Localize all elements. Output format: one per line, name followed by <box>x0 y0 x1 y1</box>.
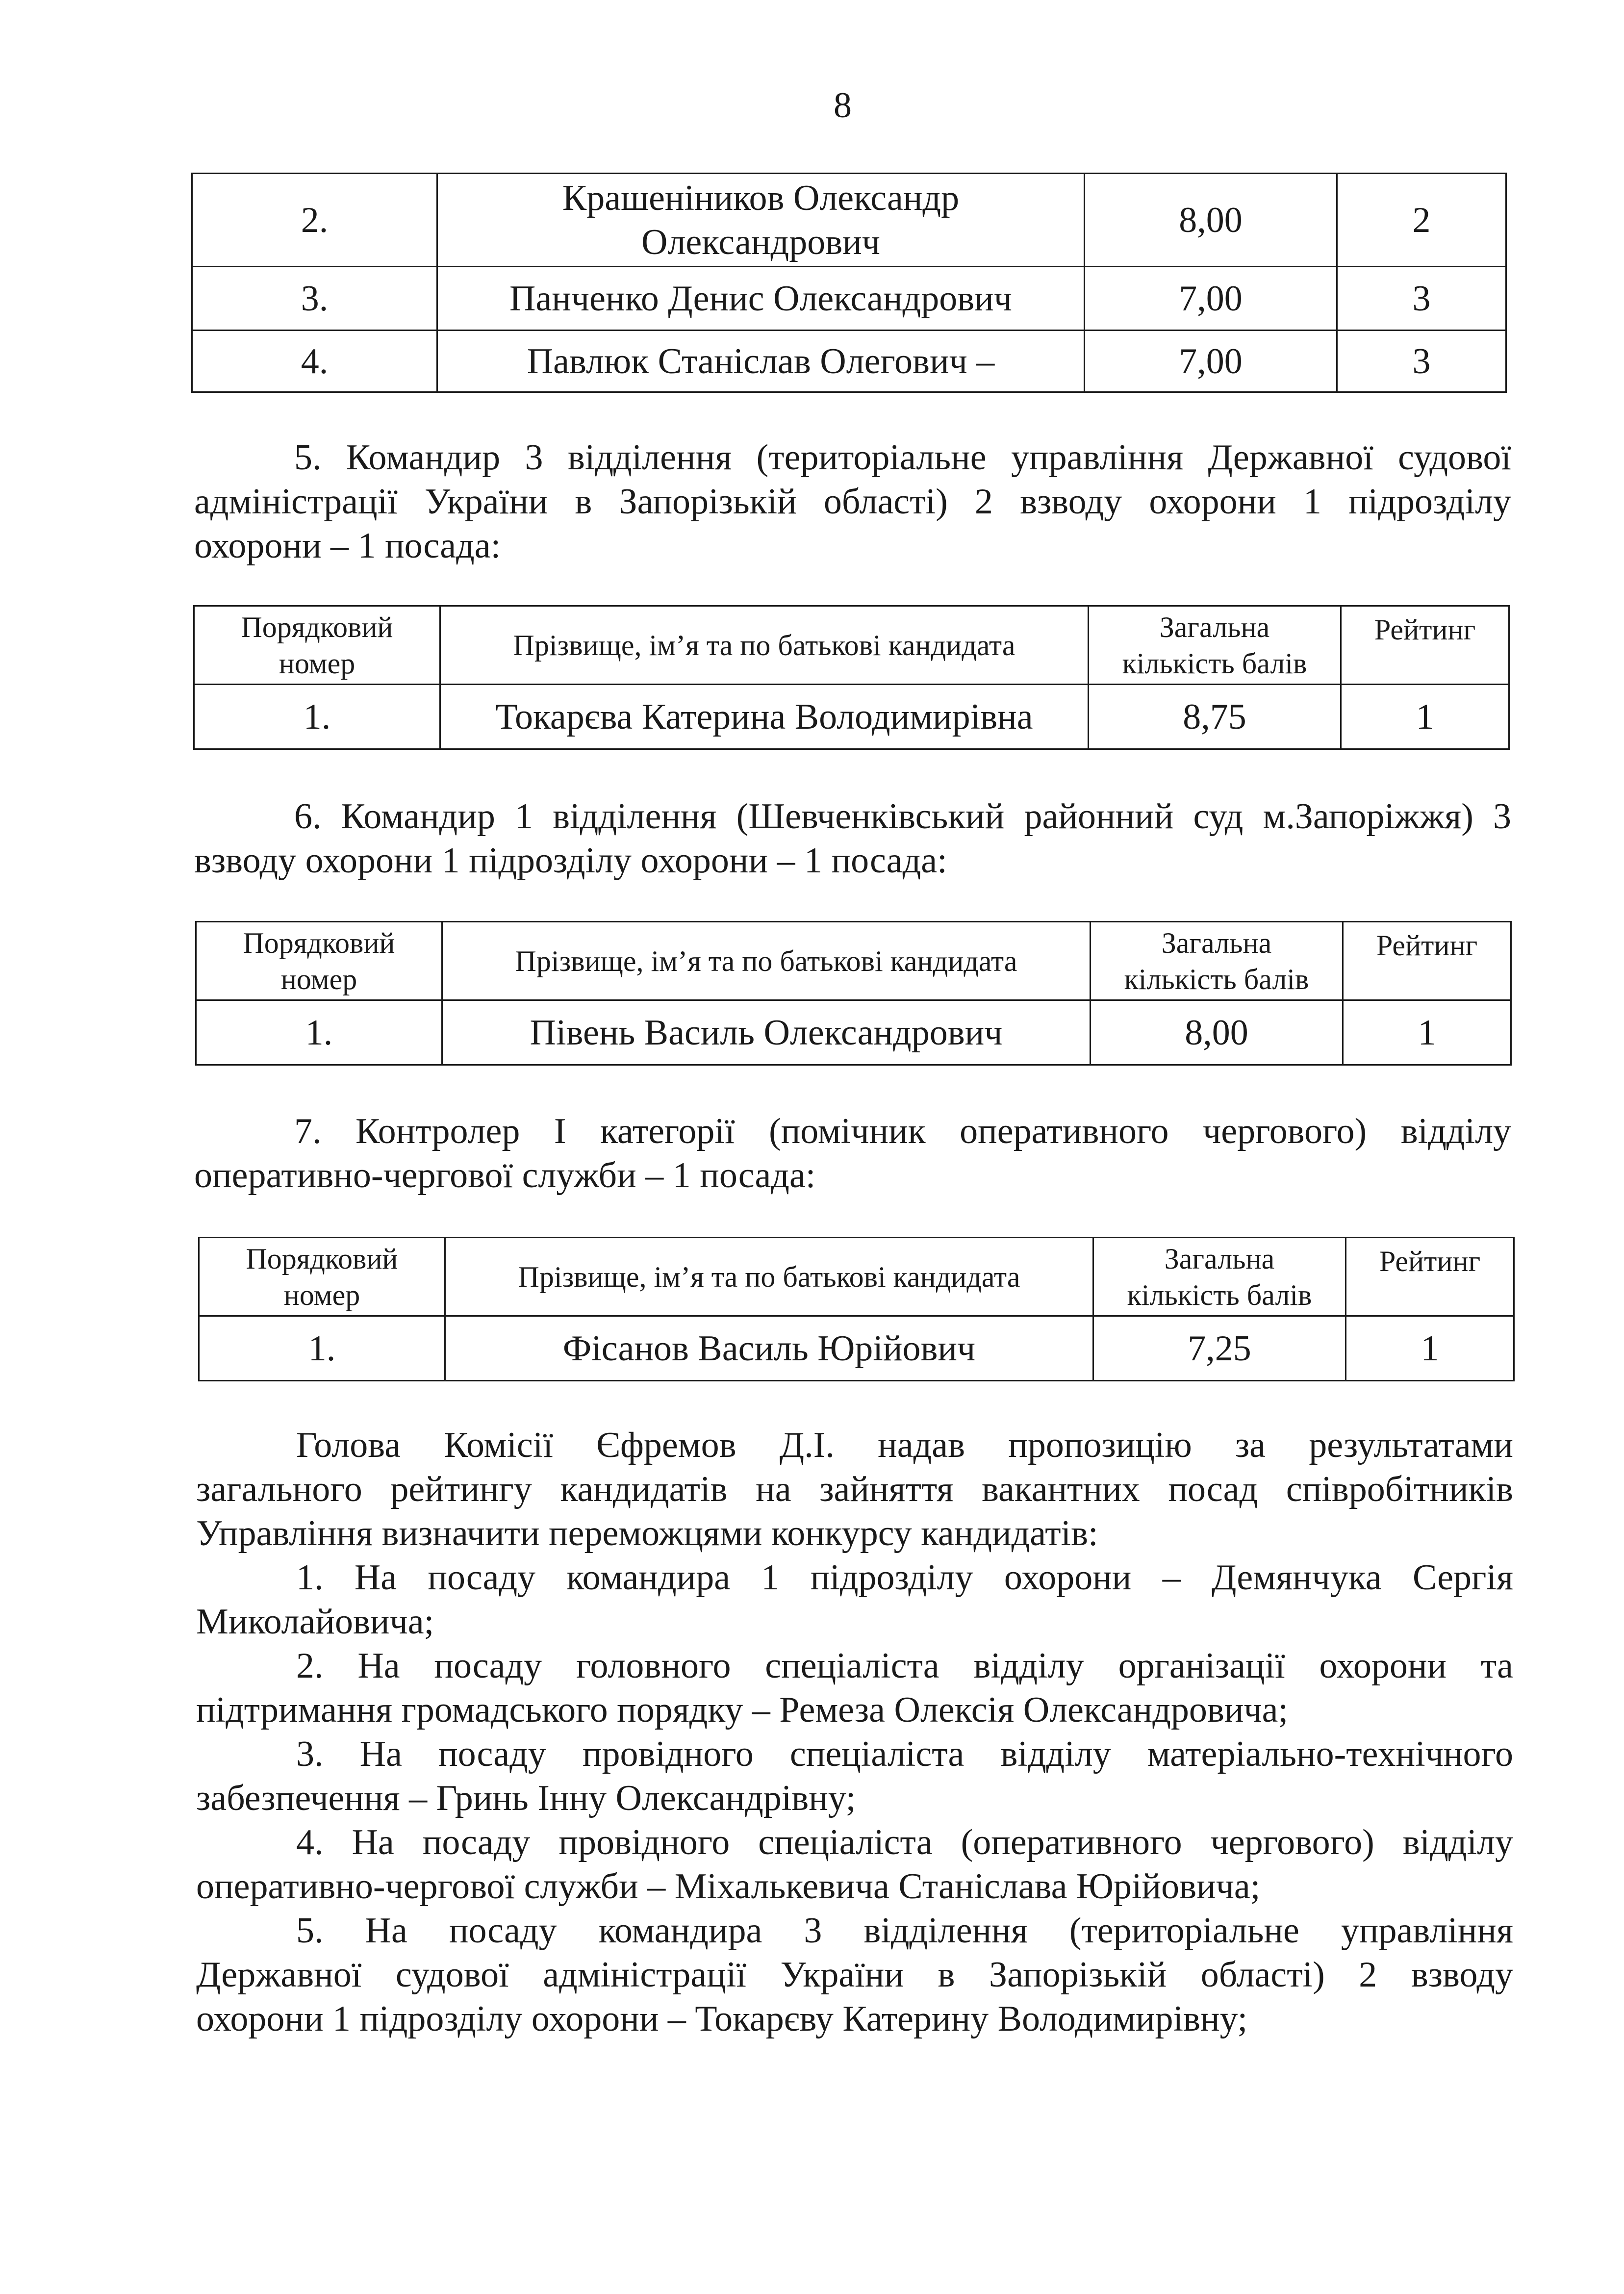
text-line: Державної судової адміністрації України в Запорізькій області) 2 взводу <box>196 1955 1513 1995</box>
conclusion-paragraph <box>196 1423 1513 2041</box>
header-text: номер <box>283 1278 360 1311</box>
candidate-name: Павлюк Станіслав Олегович – <box>437 331 1085 392</box>
total-score: 7,25 <box>1093 1316 1346 1381</box>
winner-line: 3. На посаду провідного спеціаліста відділу матеріально-технічного <box>296 1734 1513 1774</box>
header-text: кількість балів <box>1122 647 1307 680</box>
text-line: адміністрації України в Запорізькій області) 2 взводу охорони 1 підрозділу <box>194 482 1511 522</box>
header-text: номер <box>280 963 357 995</box>
table-row <box>192 331 1506 392</box>
section-6-heading <box>194 794 1511 883</box>
rating: 1 <box>1346 1316 1514 1381</box>
rating: 3 <box>1337 267 1506 331</box>
total-score: 8,00 <box>1091 1000 1343 1065</box>
header-order-number <box>199 1238 445 1316</box>
candidate-name: Фісанов Василь Юрійович <box>445 1316 1093 1381</box>
table-header-row <box>194 606 1509 685</box>
row-number: 1. <box>194 685 440 749</box>
rating: 3 <box>1337 331 1506 392</box>
header-rating: Рейтинг <box>1346 1238 1514 1316</box>
text-line: Миколайовича; <box>196 1602 434 1642</box>
total-score: 7,00 <box>1085 331 1337 392</box>
total-score: 8,00 <box>1085 174 1337 267</box>
row-number: 2. <box>192 174 437 267</box>
row-number: 3. <box>192 267 437 331</box>
header-text: номер <box>279 647 355 680</box>
row-number: 1. <box>199 1316 445 1381</box>
header-total-score <box>1089 606 1341 685</box>
header-full-name: Прізвище, ім’я та по батькові кандидата <box>445 1238 1093 1316</box>
winner-line: 2. На посаду головного спеціаліста відділу організації охорони та <box>296 1646 1513 1686</box>
table-row <box>192 174 1506 267</box>
text-line: Голова Комісії Єфремов Д.І. надав пропозицію за результатами <box>296 1425 1513 1465</box>
header-text: кількість балів <box>1124 963 1309 995</box>
section-5-heading <box>194 435 1511 568</box>
section-6-table <box>195 921 1512 1066</box>
text-line: охорони – 1 посада: <box>194 526 501 566</box>
header-rating: Рейтинг <box>1343 922 1511 1000</box>
row-number: 4. <box>192 331 437 392</box>
text-line: оперативно-чергової служби – 1 посада: <box>194 1155 816 1196</box>
rating: 1 <box>1341 685 1509 749</box>
total-score: 8,75 <box>1089 685 1341 749</box>
rating: 2 <box>1337 174 1506 267</box>
header-full-name: Прізвище, ім’я та по батькові кандидата <box>442 922 1091 1000</box>
rating: 1 <box>1343 1000 1511 1065</box>
table-row <box>199 1316 1514 1381</box>
candidate-name: Токарєва Катерина Володимирівна <box>440 685 1089 749</box>
header-order-number <box>196 922 442 1000</box>
table-row <box>196 1000 1511 1065</box>
candidates-table-continued <box>191 173 1507 393</box>
header-rating: Рейтинг <box>1341 606 1509 685</box>
header-text: Загальна <box>1161 926 1272 959</box>
candidate-name-line: Крашеніников Олександр <box>562 178 960 218</box>
candidate-name-line: Олександрович <box>641 222 880 262</box>
candidate-name: Панченко Денис Олександрович <box>437 267 1085 331</box>
candidate-name: Півень Василь Олександрович <box>442 1000 1091 1065</box>
section-5-table <box>193 605 1510 750</box>
header-text: Порядковий <box>243 926 395 959</box>
text-line: 7. Контролер І категорії (помічник оперативного чергового) відділу <box>294 1111 1511 1151</box>
header-text: Загальна <box>1164 1242 1275 1275</box>
text-line: 6. Командир 1 відділення (Шевченківський районний суд м.Запоріжжя) 3 <box>294 796 1511 837</box>
table-row <box>192 267 1506 331</box>
winner-line: 1. На посаду командира 1 підрозділу охорони – Демянчука Сергія <box>296 1557 1513 1598</box>
winner-line: 5. На посаду командира 3 відділення (територіальне управління <box>296 1911 1513 1951</box>
text-line: взводу охорони 1 підрозділу охорони – 1 посада: <box>194 841 947 881</box>
winner-line: 4. На посаду провідного спеціаліста (оперативного чергового) відділу <box>296 1822 1513 1862</box>
header-total-score <box>1091 922 1343 1000</box>
table-header-row <box>199 1238 1514 1316</box>
header-text: Загальна <box>1159 611 1270 643</box>
text-line: підтримання громадського порядку – Ремеза Олексія Олександровича; <box>196 1690 1289 1730</box>
total-score: 7,00 <box>1085 267 1337 331</box>
candidate-name <box>437 174 1085 267</box>
text-line: загального рейтингу кандидатів на зайняття вакантних посад співробітників <box>196 1469 1513 1509</box>
text-line: 5. Командир 3 відділення (територіальне управління Державної судової <box>294 437 1511 478</box>
header-text: кількість балів <box>1127 1278 1312 1311</box>
section-7-heading <box>194 1109 1511 1198</box>
header-total-score <box>1093 1238 1346 1316</box>
section-7-table <box>198 1237 1515 1381</box>
header-full-name: Прізвище, ім’я та по батькові кандидата <box>440 606 1089 685</box>
header-text: Порядковий <box>241 611 393 643</box>
text-line: забезпечення – Гринь Інну Олександрівну; <box>196 1778 856 1818</box>
text-line: оперативно-чергової служби – Міхалькевича Станіслава Юрійовича; <box>196 1866 1261 1907</box>
text-line: охорони 1 підрозділу охорони – Токарєву Катерину Володимирівну; <box>196 1999 1248 2039</box>
table-header-row <box>196 922 1511 1000</box>
header-text: Порядковий <box>246 1242 398 1275</box>
row-number: 1. <box>196 1000 442 1065</box>
text-line: Управління визначити переможцями конкурсу кандидатів: <box>196 1513 1098 1554</box>
page-number: 8 <box>834 85 852 126</box>
header-order-number <box>194 606 440 685</box>
table-row <box>194 685 1509 749</box>
